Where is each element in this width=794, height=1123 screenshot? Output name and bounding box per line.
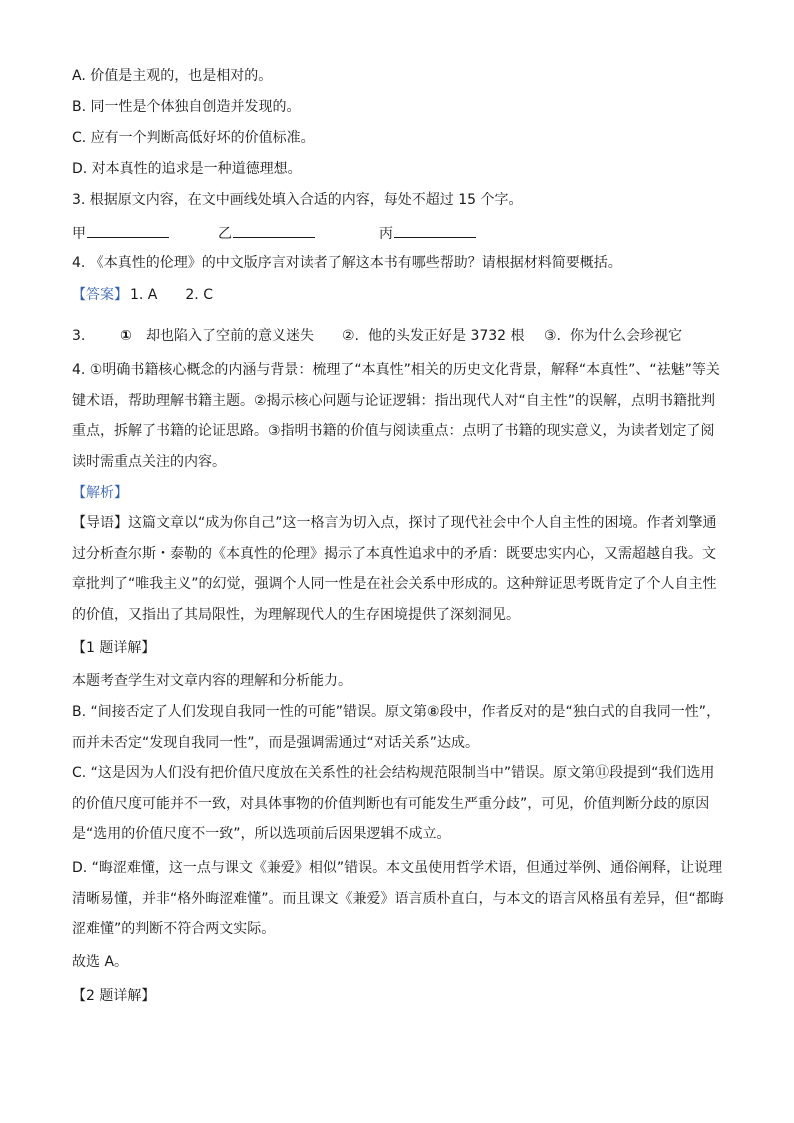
question-1-option-c: C. “这是因为人们没有把价值尺度放在关系性的社会结构规范限制当中”错误。原文第⑪段提到“我们选用的价值尺度可能并不一致，对具体事物的价值判断也有可能发生严重分歧”，可见，价值判断分歧的原因是“选用的价值尺度不一致”，所以选项前后因果逻辑不成立。 (72, 765, 715, 842)
answer-3-text-3: 你为什么会珍视它 (570, 328, 682, 344)
answer-row (72, 285, 213, 305)
question-1-option-b: B. “间接否定了人们发现自我同一性的可能”错误。原文第⑧段中，作者反对的是“独白式的自我同一性”，而并未否定“发现自我同一性”，而是强调需通过“对话关系”达成。 (72, 704, 721, 751)
blank-yi-line (233, 222, 315, 238)
answer-1: 1. A (130, 287, 158, 303)
answer-3-marker-1 (120, 326, 132, 346)
answer-3-text-1: 却也陷入了空前的意义迷失 (146, 328, 314, 344)
blank-yi (218, 222, 315, 244)
answer-2: 2. C (185, 287, 213, 303)
blank-bing-line (394, 222, 476, 238)
option-a: A. 价值是主观的，也是相对的。 (72, 68, 273, 84)
question-1-detail-heading: 【1 题详解】 (72, 640, 156, 656)
circle-one: ① (120, 328, 132, 344)
option-d: D. 对本真性的追求是一种道德理想。 (72, 161, 302, 177)
answer-tag: 【答案】 (72, 287, 128, 303)
option-c: C. 应有一个判断高低好坏的价值标准。 (72, 130, 315, 146)
question-4-prompt: 4. 《本真性的伦理》的中文版序言对读者了解这本书有哪些帮助？请根据材料简要概括。 (72, 255, 622, 271)
question-1-option-d: D. “晦涩难懂，这一点与课文《兼爱》相似”错误。本文虽使用哲学术语，但通过举例、通俗阐释，让说理清晰易懂，并非“格外晦涩难懂”。而且课文《兼爱》语言质朴直白，与本文的语言风格虽有差异，但“都晦涩难懂”的判断不符合两文实际。 (72, 860, 724, 937)
blank-jia-label: 甲 (72, 226, 86, 242)
answer-3-marker-2: ②. (342, 328, 360, 344)
blank-jia-line (87, 222, 169, 238)
answer-3-marker-3: ③. (544, 328, 562, 344)
blank-yi-label: 乙 (218, 226, 232, 242)
answer-4: 4. ①明确书籍核心概念的内涵与背景：梳理了“本真性”相关的历史文化背景，解释“本真性”、“祛魅”等关键术语，帮助理解书籍主题。②揭示核心问题与论证逻辑：指出现代人对“自主性”的误解，点明书籍批判重点，拆解了书籍的论证思路。③指明书籍的价值与阅读重点：点明了书籍的现实意义，为读者划定了阅读时需重点关注的内容。 (72, 362, 720, 470)
analysis-intro: 【导语】这篇文章以“成为你自己”这一格言为切入点，探讨了现代社会中个人自主性的困境。作者刘擎通过分析查尔斯・泰勒的《本真性的伦理》揭示了本真性追求中的矛盾：既要忠实内心，又需超越自我。文章批判了“唯我主义”的幻觉，强调个人同一性是在社会关系中形成的。这种辩证思考既肯定了个人自主性的价值，又指出了其局限性，为理解现代人的生存困境提供了深刻洞见。 (72, 515, 717, 623)
blank-bing-label: 丙 (379, 226, 393, 242)
question-3-prompt: 3. 根据原文内容，在文中画线处填入合适的内容，每处不超过 15 个字。 (72, 192, 523, 208)
blank-bing (379, 222, 476, 244)
question-1-conclusion: 故选 A。 (72, 954, 129, 970)
answer-3-number: 3. (72, 328, 86, 344)
blank-jia (72, 222, 169, 244)
option-b: B. 同一性是个体独自创造并发现的。 (72, 99, 301, 115)
answer-3-text-2: 他的头发正好是 3732 根 (368, 328, 525, 344)
question-1-statement: 本题考查学生对文章内容的理解和分析能力。 (72, 673, 352, 689)
question-2-detail-heading: 【2 题详解】 (72, 988, 156, 1004)
analysis-tag: 【解析】 (72, 485, 128, 501)
